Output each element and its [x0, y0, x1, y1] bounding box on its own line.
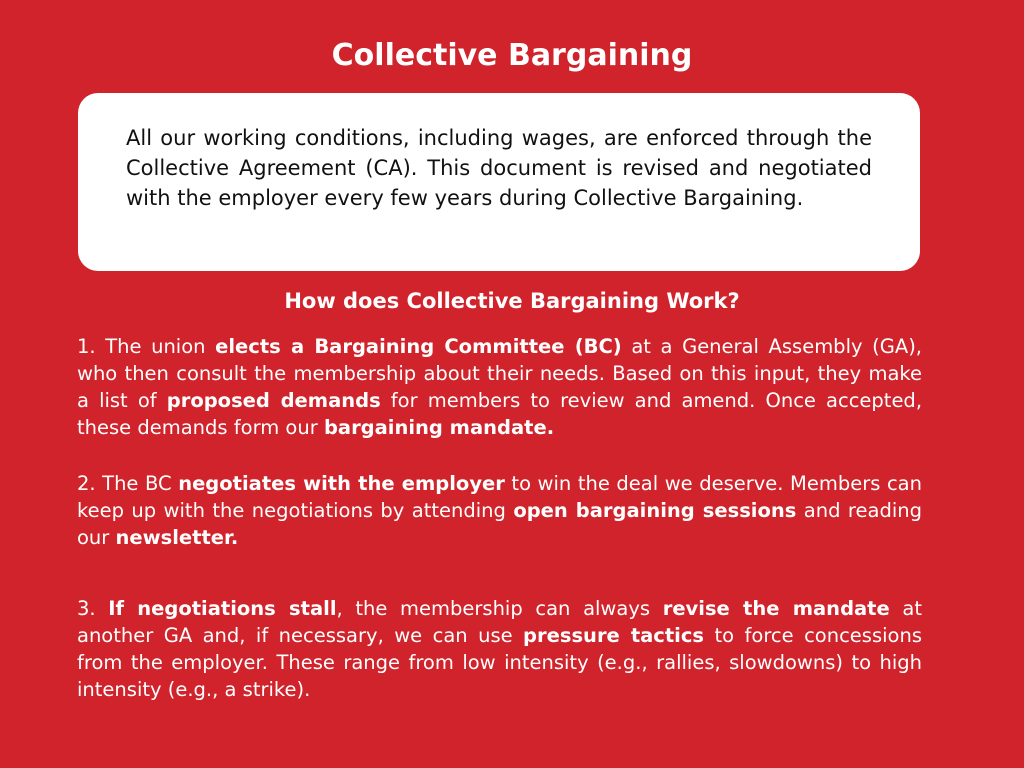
step-text: 1. The union — [77, 335, 216, 358]
step-emphasis: bargaining mandate. — [323, 416, 555, 439]
step-text: at another GA and, if necessary, we can use — [77, 597, 922, 647]
step-text: for members to review and amend. Once accepted, these demands form our — [77, 389, 923, 439]
step-emphasis: pressure tactics — [523, 624, 705, 647]
step-text: at a General Assembly (GA), who then consult the membership about their needs. Based on this input, they make a list of — [77, 335, 922, 412]
step-emphasis: elects a Bargaining Committee (BC) — [215, 335, 622, 358]
step-text: to force concessions from the employer. These range from low intensity (e.g., rallies, slowdowns) to high intensity (e.g., a strike). — [77, 624, 922, 701]
step-text: and reading our — [77, 499, 922, 549]
page-title: Collective Bargaining — [331, 38, 693, 73]
intro-card — [78, 93, 920, 271]
step-emphasis: If negotiations stall — [108, 597, 337, 620]
step-emphasis: negotiates with the employer — [178, 472, 505, 495]
intro-text: All our working conditions, including wages, are enforced through the Collective Agreement (CA). This document is revised and negotiated with the employer every few years during Collective Bargaining. — [126, 126, 872, 210]
step-emphasis: revise the mandate — [662, 597, 890, 620]
section-subtitle: How does Collective Bargaining Work? — [284, 289, 740, 313]
step-3-paragraph — [77, 595, 922, 703]
step-text: 2. The BC — [77, 472, 179, 495]
step-text: to win the deal we deserve. Members can keep up with the negotiations by attending — [77, 472, 922, 522]
step-text: 3. — [77, 597, 109, 620]
step-emphasis: open bargaining sessions — [513, 499, 797, 522]
step-emphasis: newsletter. — [115, 526, 239, 549]
step-emphasis: proposed demands — [166, 389, 381, 412]
step-text: , the membership can always — [336, 597, 663, 620]
step-1-paragraph — [77, 333, 922, 441]
step-2-paragraph — [77, 470, 922, 551]
